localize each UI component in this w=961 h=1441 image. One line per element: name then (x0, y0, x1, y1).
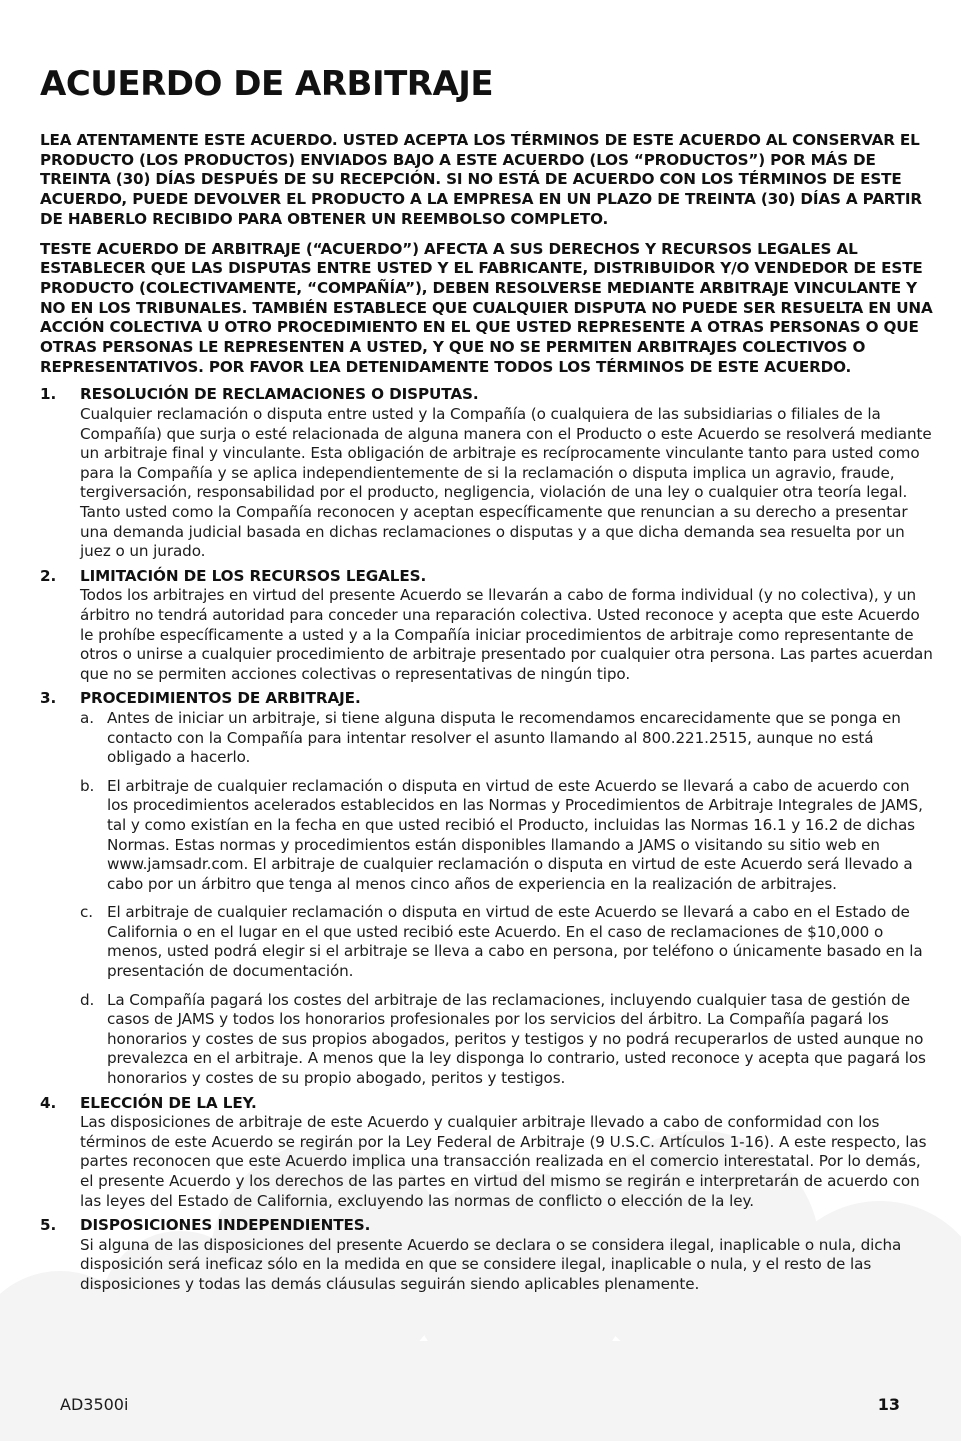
section-title: LIMITACIÓN DE LOS RECURSOS LEGALES. (80, 566, 427, 585)
page-title: ACUERDO DE ARBITRAJE (40, 64, 494, 104)
subsection-text: La Compañía pagará los costes del arbitraje de las reclamaciones, incluyendo cualquier tasa de gestión de casos de JAMS y todos los honorarios profesionales por los servicios del árbitro. La Compañía pagará los honorarios y costes de sus propios abogados, peritos y testigos y no podrá recuperarlos de usted aunque no prevalezca en el arbitraje. A menos que la ley disponga lo contrario, usted reconoce y acepta que pagará los honorarios y costes de su propio abogado, peritos y testigos. (107, 990, 926, 1088)
subsection-text: El arbitraje de cualquier reclamación o disputa en virtud de este Acuerdo se llevará a cabo en el Estado de California o en el lugar en el que usted recibió este Acuerdo. En el caso de reclamaciones de $10,000 o menos, usted podrá elegir si el arbitraje se lleva a cabo en persona, por teléfono o únicamente basado en la presentación de documentación. (107, 903, 923, 981)
section-number: 5. (40, 1216, 57, 1235)
section-body: Si alguna de las disposiciones del presente Acuerdo se declara o se considera ilegal, inaplicable o nula, dicha disposición será ineficaz sólo en la medida en que se considere ilegal, inaplicable o nula, y el resto de las disposiciones y todas las demás cláusulas seguirán siendo aplicables plenamente. (80, 1235, 902, 1293)
section-number: 2. (40, 566, 57, 585)
subsection-letter: d. (80, 990, 95, 1009)
section-title: ELECCIÓN DE LA LEY. (80, 1093, 257, 1112)
subsection-letter: b. (80, 776, 95, 795)
section-title: DISPOSICIONES INDEPENDIENTES. (80, 1216, 371, 1235)
agreement-content (40, 62, 935, 1300)
section-body: Las disposiciones de arbitraje de este Acuerdo y cualquier arbitraje llevado a cabo de conformidad con los términos de este Acuerdo se regirán por la Ley Federal de Arbitraje (9 U.S.C. Artículos 1-16). A este respecto, las partes reconocen que este Acuerdo implica una transacción realizada en el comercio interestatal. Por lo demás, el presente Acuerdo y los derechos de las partes en virtud del mismo se regirán e interpretarán de acuerdo con las leyes del Estado de California, excluyendo las normas de conflicto o elección de la ley. (80, 1113, 927, 1210)
subsection-text: El arbitraje de cualquier reclamación o disputa en virtud de este Acuerdo se llevará a cabo de acuerdo con los procedimientos acelerados establecidos en las Normas y Procedimientos de Arbitraje Integrales de JAMS, tal y como existían en la fecha en que usted recibió el Producto, incluidas las Normas 16.1 y 16.2 de dichas Normas. Estas normas y procedimientos están disponibles llamando a JAMS o visitando su sitio web en www.jamsadr.com. El arbitraje de cualquier reclamación o disputa en virtud de este Acuerdo será llevado a cabo por un árbitro que tenga al menos cinco años de experiencia en la realización de arbitrajes. (107, 776, 923, 893)
section-dispute-resolution (40, 385, 935, 561)
subsection-item (80, 991, 935, 1089)
footer-page-number: 13 (877, 1395, 900, 1414)
section-title: PROCEDIMIENTOS DE ARBITRAJE. (80, 689, 361, 708)
subsection-item (80, 903, 935, 981)
section-body: Todos los arbitrajes en virtud del presente Acuerdo se llevarán a cabo de forma individual (y no colectiva), y un árbitro no tendrá autoridad para conceder una reparación colectiva. Usted reconoce y acepta que este Acuerdo le prohíbe específicamente a usted y a la Compañía iniciar procedimientos de arbitraje como representante de otros o unirse a cualquier procedimiento de arbitraje presentado por cualquier otra persona. Las partes acuerdan que no se permiten acciones colectivas o representativas de ningún tipo. (80, 586, 933, 683)
subsection-text: Antes de iniciar un arbitraje, si tiene alguna disputa le recomendamos encarecidamente que se ponga en contacto con la Compañía para intentar resolver el asunto llamando al 800.221.2515, aunque no está obligado a hacerlo. (107, 708, 901, 767)
footer-model-number: AD3500i (60, 1395, 129, 1414)
section-choice-of-law (40, 1094, 935, 1212)
section-number: 1. (40, 385, 57, 404)
section-body: Cualquier reclamación o disputa entre usted y la Compañía (o cualquiera de las subsidiarias o filiales de la Compañía) que surja o esté relacionada de alguna manera con el Producto o este Acuerdo se resolverá mediante un arbitraje final y vinculante. Esta obligación de arbitraje es recíprocamente vinculante tanto para usted como para la Compañía y se aplica independientemente de si la reclamación o disputa implica un agravio, fraude, tergiversación, responsabilidad por el producto, negligencia, violación de una ley o cualquier otra teoría legal. Tanto usted como la Compañía reconocen y aceptan específicamente que renuncian a su derecho a presentar una demanda judicial basada en dichas reclamaciones o disputas y a que dicha demanda sea resuelta por un juez o un jurado. (80, 405, 932, 561)
intro-paragraph: TESTE ACUERDO DE ARBITRAJE (“ACUERDO”) AFECTA A SUS DERECHOS Y RECURSOS LEGALES AL ESTABLECER QUE LAS DISPUTAS ENTRE USTED Y EL FABRICANTE, DISTRIBUIDOR Y/O VENDEDOR DE ESTE PRODUCTO (COLECTIVAMENTE, “COMPAÑÍA”), DEBEN RESOLVERSE MEDIANTE ARBITRAJE VINCULANTE Y NO EN LOS TRIBUNALES. TAMBIÉN ESTABLECE QUE CUALQUIER DISPUTA NO PUEDE SER RESUELTA EN UNA ACCIÓN COLECTIVA U OTRO PROCEDIMIENTO EN EL QUE USTED REPRESENTE A OTRAS PERSONAS O QUE OTRAS PERSONAS LE REPRESENTEN A USTED, Y QUE NO SE PERMITEN ARBITRAJES COLECTIVOS O REPRESENTATIVOS. POR FAVOR LEA DETENIDAMENTE TODOS LOS TÉRMINOS DE ESTE ACUERDO. (40, 239, 933, 376)
section-number: 4. (40, 1093, 57, 1112)
section-arbitration-procedures (40, 689, 935, 1088)
section-severability (40, 1216, 935, 1294)
section-number: 3. (40, 689, 57, 708)
subsection-letter: a. (80, 708, 94, 727)
subsection-item (80, 777, 935, 895)
section-limitation-of-remedies (40, 567, 935, 685)
section-title: RESOLUCIÓN DE RECLAMACIONES O DISPUTAS. (80, 385, 479, 404)
intro-paragraph: LEA ATENTAMENTE ESTE ACUERDO. USTED ACEPTA LOS TÉRMINOS DE ESTE ACUERDO AL CONSERVAR EL PRODUCTO (LOS PRODUCTOS) ENVIADOS BAJO A ESTE ACUERDO (LOS “PRODUCTOS”) POR MÁS DE TREINTA (30) DÍAS DESPUÉS DE SU RECEPCIÓN. SI NO ESTÁ DE ACUERDO CON LOS TÉRMINOS DE ESTE ACUERDO, PUEDE DEVOLVER EL PRODUCTO A LA EMPRESA EN UN PLAZO DE TREINTA (30) DÍAS A PARTIR DE HABERLO RECIBIDO PARA OBTENER UN REEMBOLSO COMPLETO. (40, 131, 922, 228)
subsection-item (80, 709, 935, 768)
subsection-letter: c. (80, 903, 93, 922)
